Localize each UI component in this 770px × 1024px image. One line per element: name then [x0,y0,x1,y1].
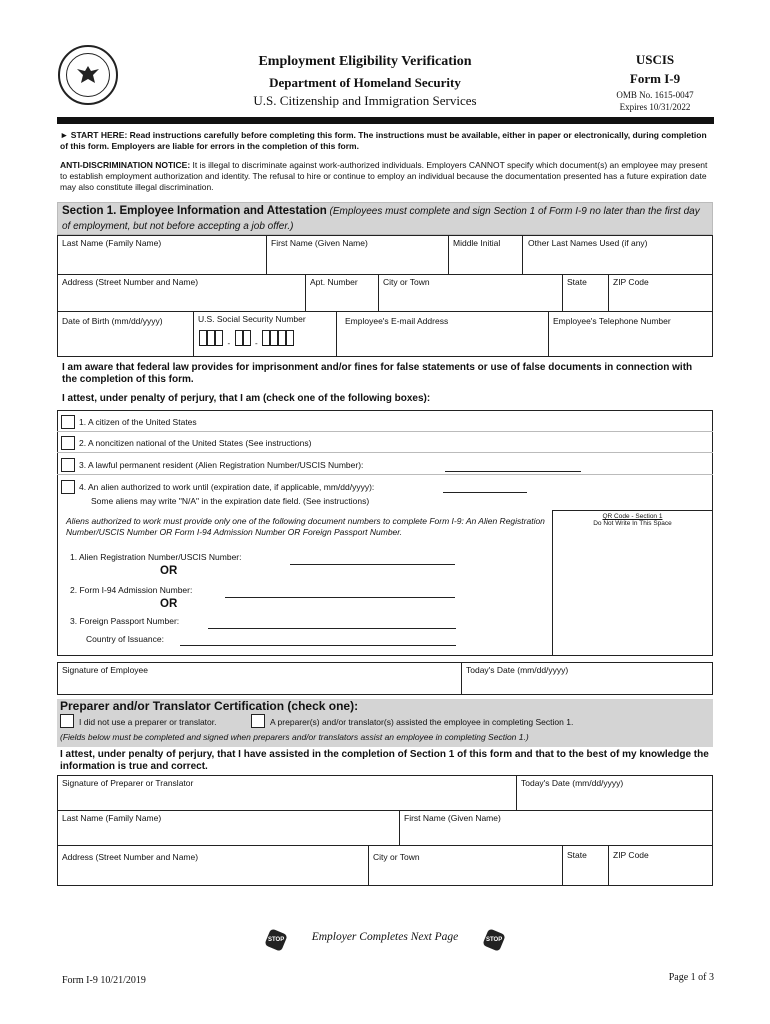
option-alien-authorized [57,478,713,508]
preparer-state-field[interactable]: State [567,850,587,860]
i94-number-label: 2. Form I-94 Admission Number: [70,585,193,595]
preparer-signature-field[interactable]: Signature of Preparer or Translator [62,778,194,788]
employer-next-page-note: Employer Completes Next Page [311,931,459,943]
section1-instructions: (Employees must complete and sign Section 1 of Form I-9 no later than the first day of employment, but not before accepting a job offer.) [62,206,700,232]
or-separator-1: OR [160,565,178,577]
last-name-field[interactable]: Last Name (Family Name) [62,238,162,248]
department-name: Department of Homeland Security [269,75,461,90]
i94-number-input[interactable] [225,597,455,598]
checkbox-no-preparer[interactable] [60,714,74,728]
uscis-label: USCIS [635,52,675,67]
address-field[interactable]: Address (Street Number and Name) [62,277,199,287]
qr-code-area [552,510,712,656]
employee-date-field[interactable]: Today's Date (mm/dd/yyyy) [466,665,569,675]
alien-number-label: 1. Alien Registration Number/USCIS Number: [70,552,242,562]
stop-sign-icon: STOP [264,928,288,952]
alien-number-input[interactable] [290,564,455,565]
qr-code-note: Do Not Write In This Space [593,520,672,527]
option-citizen-label: 1. A citizen of the United States [79,417,197,427]
form-title: Employment Eligibility Verification [258,54,472,69]
anti-discrimination-notice [60,160,716,193]
preparer-note: (Fields below must be completed and signed when preparers and/or translators assist an employee in completing Section 1.) [60,732,529,742]
checkbox-citizen[interactable] [61,415,75,429]
phone-field[interactable]: Employee's Telephone Number [553,316,671,326]
option-noncitizen-national-label: 2. A noncitizen national of the United States (See instructions) [79,438,312,448]
expiration-date: Expires 10/31/2022 [619,102,691,112]
option-permanent-resident-label: 3. A lawful permanent resident (Alien Registration Number/USCIS Number): [79,460,364,470]
employee-signature-field[interactable]: Signature of Employee [62,665,148,675]
no-preparer-label: I did not use a preparer or translator. [79,717,217,727]
or-separator-2: OR [160,598,178,610]
apt-number-field[interactable]: Apt. Number [310,277,358,287]
email-field[interactable]: Employee's E-mail Address [345,316,449,326]
expiration-date-input[interactable] [443,492,527,493]
preparer-first-name-field[interactable]: First Name (Given Name) [404,813,501,823]
passport-number-label: 3. Foreign Passport Number: [70,616,180,626]
stop-sign-icon: STOP [482,928,506,952]
employee-signature-row [57,662,713,695]
country-of-issuance-label: Country of Issuance: [86,634,164,644]
start-here-notice: ► START HERE: Read instructions carefully before completing this form. The instructions must be available, either in paper or electronically, during completion of this form. Employers are liable for errors in the completion of this form. [60,130,707,151]
qr-code-title: QR Code - Section 1 [602,513,663,520]
page-number: Page 1 of 3 [668,972,714,983]
eagle-icon [66,53,110,97]
zip-field[interactable]: ZIP Code [613,277,649,287]
checkbox-permanent-resident[interactable] [61,458,75,472]
form-id-block [600,52,710,112]
checkbox-alien-authorized[interactable] [61,480,75,494]
ssn-label: U.S. Social Security Number [198,314,306,324]
section1-title: Section 1. Employee Information and Attestation [62,205,327,217]
option-noncitizen-national [57,434,713,453]
preparer-date-field[interactable]: Today's Date (mm/dd/yyyy) [521,778,624,788]
passport-number-input[interactable] [208,628,456,629]
attest-statement: I attest, under penalty of perjury, that I am (check one of the following boxes): [62,393,431,404]
preparer-assisted-label: A preparer(s) and/or translator(s) assisted the employee in completing Section 1. [270,717,574,727]
dhs-seal [58,45,118,105]
preparer-address-field[interactable]: Address (Street Number and Name) [62,852,199,862]
dob-field[interactable]: Date of Birth (mm/dd/yyyy) [62,316,163,326]
country-of-issuance-input[interactable] [180,645,456,646]
checkbox-noncitizen-national[interactable] [61,436,75,450]
form-footer-id: Form I-9 10/21/2019 [62,975,146,986]
option-citizen [57,413,713,432]
other-last-names-field[interactable]: Other Last Names Used (if any) [528,238,648,248]
awareness-statement: I am aware that federal law provides for imprisonment and/or fines for false statements or use of false documents in connection with the completion of this form. [62,362,693,385]
option-permanent-resident [57,456,713,475]
city-field[interactable]: City or Town [383,277,430,287]
first-name-field[interactable]: First Name (Given Name) [271,238,368,248]
agency-name: U.S. Citizenship and Immigration Services [253,93,477,108]
option-alien-authorized-label: 4. An alien authorized to work until (expiration date, if applicable, mm/dd/yyyy): [79,482,375,492]
preparer-title: Preparer and/or Translator Certification (check one): [60,699,359,713]
middle-initial-field[interactable]: Middle Initial [453,238,501,248]
preparer-zip-field[interactable]: ZIP Code [613,850,649,860]
state-field[interactable]: State [567,277,587,287]
preparer-last-name-field[interactable]: Last Name (Family Name) [62,813,162,823]
ssn-input[interactable]: - - [199,330,294,351]
anti-discrimination-text: It is illegal to discriminate against work-authorized individuals. Employers CANNOT specify which document(s) an employee may present to establish employment authorization and identity. The refusal to hire or continue to employ an individual because the documentation presented has a future expiration date may also constitute illegal discrimination. [60,160,708,192]
alien-registration-input[interactable] [445,471,581,472]
omb-number: OMB No. 1615-0047 [616,90,694,100]
preparer-city-field[interactable]: City or Town [373,852,420,862]
aliens-note: Aliens authorized to work must provide only one of the following document numbers to complete Form I-9: An Alien Registration Number/USCIS Number OR Form I-94 Admission Number OR Foreign Passport Number. [66,516,545,537]
checkbox-preparer-assisted[interactable] [251,714,265,728]
header-divider [57,117,714,124]
form-number: Form I-9 [629,71,681,86]
preparer-attest: I attest, under penalty of perjury, that I have assisted in the completion of Section 1 of this form and that to the best of my knowledge the information is true and correct. [60,749,709,772]
section1-header [57,202,713,235]
anti-discrimination-label: ANTI-DISCRIMINATION NOTICE: [60,160,191,170]
na-note: Some aliens may write "N/A" in the expiration date field. (See instructions) [91,496,370,506]
